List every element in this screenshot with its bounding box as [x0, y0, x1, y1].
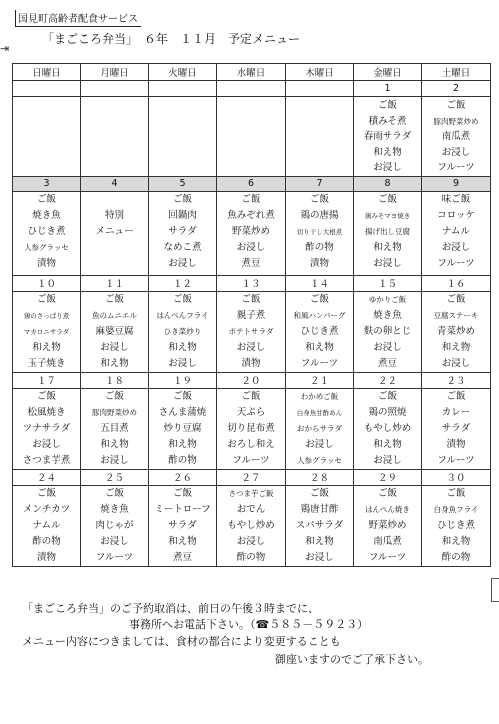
menu-item: 豚肉野菜炒め — [433, 116, 479, 126]
menu-cell — [149, 485, 217, 566]
date-cell: ２３ — [422, 372, 491, 388]
date-cell: １５ — [354, 275, 422, 291]
menu-cell — [354, 291, 422, 372]
menu-item: 和え物 — [168, 535, 197, 547]
menu-item: ご飯 — [104, 487, 124, 499]
date-cell: ２８ — [286, 469, 354, 485]
weekday-header: 水曜日 — [217, 64, 286, 81]
menu-item: ゆかりご飯 — [368, 294, 407, 304]
menu-item: ツナサラダ — [22, 422, 71, 434]
menu-item: お浸し — [236, 535, 266, 547]
menu-item: ご飯 — [104, 293, 124, 305]
menu-item: おでん — [236, 503, 266, 515]
menu-cell — [217, 388, 286, 469]
menu-cell — [13, 485, 81, 566]
menu-item: 麻婆豆腐 — [95, 325, 134, 337]
date-cell: １８ — [81, 372, 149, 388]
menu-calendar — [12, 63, 491, 567]
menu-item: 和え物 — [305, 535, 334, 547]
notice-line-3: メニュー内容につきましては、食材の都合により変更することも — [22, 635, 341, 648]
menu-item — [81, 240, 148, 256]
date-cell — [217, 81, 286, 97]
menu-item: もやし炒め — [363, 422, 412, 434]
menu-item: ナムル — [441, 225, 471, 237]
menu-cell — [286, 191, 354, 275]
date-cell: ２１ — [286, 372, 354, 388]
menu-item: 鶏唐甘酢 — [300, 503, 339, 515]
date-cell — [13, 81, 81, 97]
date-cell: １３ — [217, 275, 286, 291]
menu-item: ご飯 — [377, 487, 397, 499]
menu-row — [13, 191, 491, 275]
menu-item: 酢の物 — [305, 241, 334, 253]
menu-item: 松風焼き — [27, 406, 66, 418]
menu-cell — [81, 191, 149, 275]
menu-item: 鶏みそマヨ焼き — [364, 211, 411, 220]
menu-item: 和え物 — [373, 241, 402, 253]
menu-item: ご飯 — [36, 390, 56, 402]
menu-item: ナムル — [32, 519, 61, 531]
menu-item: 煮豆 — [241, 257, 261, 269]
menu-item: 特別 — [104, 209, 124, 221]
menu-item: 和え物 — [100, 357, 129, 369]
menu-row — [13, 388, 491, 469]
menu-row — [13, 485, 491, 566]
menu-item: 白身魚甘酢あん — [296, 408, 343, 417]
menu-item: ご飯 — [446, 487, 466, 499]
date-cell — [286, 81, 354, 97]
menu-item: お浸し — [236, 341, 266, 353]
menu-item: 焼き魚 — [373, 309, 402, 321]
menu-item: おからサラダ — [297, 423, 342, 433]
menu-item — [81, 192, 148, 208]
menu-item: お浸し — [441, 241, 471, 253]
menu-cell — [286, 388, 354, 469]
menu-item: ひじき煮 — [436, 519, 475, 531]
menu-item: 鶏の照焼 — [368, 406, 407, 418]
menu-item: 玉子焼き — [27, 357, 66, 369]
menu-item: 漬物 — [36, 551, 56, 563]
menu-item: ご飯 — [377, 193, 397, 205]
menu-cell — [422, 485, 491, 566]
menu-item: 肉じゃが — [95, 519, 134, 531]
arrow-icon: ⇥ — [0, 42, 10, 55]
menu-item: お浸し — [441, 146, 471, 158]
menu-item: もやし炒め — [227, 519, 275, 531]
menu-cell — [286, 291, 354, 372]
menu-cell — [422, 191, 491, 275]
menu-item: お浸し — [100, 454, 129, 466]
menu-cell — [217, 485, 286, 566]
date-cell: 3 — [13, 176, 81, 191]
date-cell: 4 — [81, 176, 149, 191]
menu-item: 漬物 — [241, 357, 261, 369]
menu-item: 人参グラッセ — [297, 455, 342, 465]
menu-cell — [149, 97, 217, 177]
menu-item: ご飯 — [241, 193, 261, 205]
menu-item: 麩の卵とじ — [363, 325, 412, 337]
menu-item: フルーツ — [437, 257, 475, 269]
menu-item: サラダ — [168, 225, 197, 237]
weekday-header: 土曜日 — [422, 64, 491, 81]
date-cell: １７ — [13, 372, 81, 388]
menu-item: フルーツ — [437, 162, 475, 173]
menu-item: 南瓜煮 — [441, 131, 471, 142]
menu-item: フルーツ — [300, 357, 339, 369]
menu-item: 和え物 — [373, 438, 402, 450]
menu-item: 和え物 — [305, 341, 334, 353]
menu-item: お浸し — [236, 241, 266, 253]
date-cell: １４ — [286, 275, 354, 291]
menu-item: さつま芋ご飯 — [228, 488, 274, 498]
date-cell: １２ — [149, 275, 217, 291]
date-row — [13, 372, 491, 388]
menu-item: ご飯 — [309, 487, 329, 499]
weekday-header: 金曜日 — [354, 64, 422, 81]
menu-cell — [286, 97, 354, 177]
menu-item: 和え物 — [100, 438, 129, 450]
menu-item: サラダ — [441, 422, 471, 434]
menu-item: 漬物 — [446, 438, 466, 450]
menu-item: ご飯 — [172, 390, 192, 402]
date-cell: ２４ — [13, 469, 81, 485]
page-title: 「まごころ弁当」 ６年 １１月 予定メニュー — [42, 32, 301, 46]
menu-item: 豆腐ステーキ — [433, 310, 479, 320]
menu-cell — [217, 291, 286, 372]
date-cell — [149, 81, 217, 97]
menu-item — [81, 256, 148, 272]
menu-item: お浸し — [100, 535, 129, 547]
menu-item: 和風ハンバーグ — [293, 310, 346, 320]
menu-item: 酢の物 — [168, 454, 197, 466]
menu-item: ミートローフ — [154, 503, 211, 515]
menu-item: 青菜炒め — [436, 325, 475, 337]
menu-item: ご飯 — [446, 390, 466, 402]
menu-item: 煮豆 — [377, 357, 397, 369]
menu-item: 親子煮 — [236, 309, 266, 321]
menu-item: ご飯 — [377, 100, 397, 111]
weekday-header: 月曜日 — [81, 64, 149, 81]
menu-item: ご飯 — [241, 293, 261, 305]
date-row — [13, 469, 491, 485]
menu-item: 和え物 — [441, 535, 471, 547]
menu-item: ご飯 — [446, 100, 466, 111]
menu-item: スパサラダ — [295, 519, 344, 531]
menu-item: 酢の物 — [236, 551, 266, 563]
menu-item: 和え物 — [441, 341, 471, 353]
date-cell: ２９ — [354, 469, 422, 485]
menu-cell — [81, 97, 149, 177]
menu-cell — [149, 388, 217, 469]
menu-item: 南瓜煮 — [373, 535, 402, 547]
menu-item: お浸し — [373, 162, 402, 173]
date-cell: 2 — [422, 81, 491, 97]
menu-cell — [81, 388, 149, 469]
menu-item: ひき菜炒り — [163, 326, 202, 336]
menu-item: ご飯 — [309, 293, 329, 305]
menu-item: はんぺんフライ — [156, 310, 209, 320]
menu-cell — [13, 191, 81, 275]
menu-item: 鶏のさっぱり煮 — [23, 311, 70, 320]
menu-item: ひじき煮 — [27, 225, 66, 237]
page-edge-marker — [491, 578, 499, 602]
date-cell: 9 — [422, 176, 491, 191]
date-cell: ２７ — [217, 469, 286, 485]
menu-item: おろし和え — [227, 438, 275, 450]
date-cell: ２２ — [354, 372, 422, 388]
menu-cell — [422, 388, 491, 469]
menu-item: 和え物 — [168, 341, 197, 353]
menu-cell — [354, 97, 422, 177]
menu-row — [13, 291, 491, 372]
menu-cell — [13, 291, 81, 372]
menu-cell — [422, 97, 491, 177]
date-cell: ２５ — [81, 469, 149, 485]
menu-item: ご飯 — [446, 293, 466, 305]
menu-item: 人参グラッセ — [24, 242, 69, 252]
weekday-header: 木曜日 — [286, 64, 354, 81]
date-cell: ３０ — [422, 469, 491, 485]
date-row — [13, 81, 491, 97]
menu-item: 和え物 — [168, 438, 197, 450]
menu-item: はんぺん焼き — [365, 504, 410, 514]
menu-item: ご飯 — [36, 293, 56, 305]
menu-cell — [354, 191, 422, 275]
menu-item: 揚げ出し豆腐 — [365, 226, 410, 236]
menu-item: 切り昆布煮 — [227, 422, 275, 434]
menu-item: ご飯 — [36, 193, 56, 205]
weekday-header: 日曜日 — [13, 64, 81, 81]
menu-cell — [217, 97, 286, 177]
menu-item: お浸し — [305, 551, 334, 563]
menu-item: お浸し — [100, 341, 129, 353]
weekday-header: 火曜日 — [149, 64, 217, 81]
menu-item: 回鍋肉 — [168, 209, 197, 221]
date-cell: １６ — [422, 275, 491, 291]
date-cell: 7 — [286, 176, 354, 191]
menu-item: 魚のムニエル — [92, 310, 137, 320]
date-row — [13, 275, 491, 291]
menu-item: フルーツ — [368, 551, 407, 563]
date-row — [13, 176, 491, 191]
date-cell: 8 — [354, 176, 422, 191]
menu-item: お浸し — [373, 257, 402, 269]
menu-cell — [149, 191, 217, 275]
menu-item: お浸し — [373, 341, 402, 353]
menu-cell — [81, 291, 149, 372]
menu-cell — [13, 388, 81, 469]
menu-cell — [286, 485, 354, 566]
menu-item: 天ぷら — [236, 406, 266, 418]
date-cell: 5 — [149, 176, 217, 191]
menu-item: 煮豆 — [172, 551, 192, 563]
date-cell: 1 — [354, 81, 422, 97]
menu-cell — [149, 291, 217, 372]
menu-item: 鶏の唐揚 — [300, 209, 339, 221]
menu-item: 白身魚フライ — [433, 504, 479, 514]
menu-item: お浸し — [32, 438, 61, 450]
menu-item: 漬物 — [36, 257, 56, 269]
menu-item: 切り干し大根煮 — [296, 227, 343, 236]
menu-item: 焼き魚 — [32, 209, 61, 221]
date-cell: ２６ — [149, 469, 217, 485]
menu-item: ご飯 — [172, 293, 192, 305]
menu-item: 炒り豆腐 — [163, 422, 202, 434]
menu-item: 野菜炒め — [368, 519, 407, 531]
menu-item: ひじき煮 — [300, 325, 339, 337]
menu-item: フルーツ — [95, 551, 134, 563]
menu-item: マカロニサラダ — [23, 327, 70, 336]
menu-item: ご飯 — [241, 390, 261, 402]
menu-item: カレー — [441, 406, 471, 418]
org-name: 国見町高齢者配食サービス — [15, 10, 141, 27]
menu-item: ご飯 — [172, 487, 192, 499]
menu-cell — [422, 291, 491, 372]
menu-item: さんま蒲焼 — [158, 406, 207, 418]
menu-item: 和え物 — [32, 341, 61, 353]
menu-item: ポテトサラダ — [228, 326, 274, 336]
menu-cell — [354, 485, 422, 566]
menu-cell — [217, 191, 286, 275]
menu-item: 積みそ煮 — [368, 115, 407, 127]
menu-item: ご飯 — [377, 390, 397, 402]
menu-item: 和え物 — [373, 146, 402, 158]
menu-row — [13, 97, 491, 177]
menu-item: なめこ煮 — [163, 241, 202, 253]
date-cell: ２０ — [217, 372, 286, 388]
menu-item: ご飯 — [309, 193, 329, 205]
menu-item: お浸し — [168, 357, 197, 369]
weekday-header-row — [13, 64, 491, 81]
notice-line-2: 事務所へお電話下さい。（☎５８５－５９２３） — [129, 618, 369, 631]
notice-line-1: 「まごころ弁当」のご予約取消は、前日の午後３時までに、 — [22, 602, 319, 615]
menu-item: わかめご飯 — [300, 391, 339, 401]
menu-cell — [13, 97, 81, 177]
menu-item: お浸し — [168, 257, 197, 269]
date-cell: １９ — [149, 372, 217, 388]
menu-item: ご飯 — [36, 487, 56, 499]
date-cell: １０ — [13, 275, 81, 291]
menu-item: お浸し — [441, 357, 471, 369]
menu-item: 春雨サラダ — [363, 131, 412, 142]
menu-item: 焼き魚 — [100, 503, 129, 515]
date-cell — [81, 81, 149, 97]
menu-item: 五目煮 — [100, 422, 129, 434]
menu-item: フルーツ — [437, 454, 475, 466]
menu-item: 野菜炒め — [231, 225, 270, 237]
menu-item: ご飯 — [172, 193, 192, 205]
notice-line-4: 御座いますのでご了承下さい。 — [275, 653, 429, 666]
menu-item: ご飯 — [104, 390, 124, 402]
menu-cell — [81, 485, 149, 566]
menu-cell — [354, 388, 422, 469]
menu-item: 酢の物 — [441, 551, 471, 563]
menu-item: メンチカツ — [22, 503, 71, 515]
menu-item: メニュー — [95, 225, 134, 237]
menu-item: お浸し — [373, 454, 402, 466]
date-cell: １１ — [81, 275, 149, 291]
menu-item: フルーツ — [232, 454, 270, 466]
menu-item: サラダ — [168, 519, 197, 531]
menu-item: 豚肉野菜炒め — [92, 407, 137, 417]
menu-item: コロッケ — [437, 209, 475, 221]
menu-item: お浸し — [305, 438, 334, 450]
menu-item: 酢の物 — [32, 535, 61, 547]
menu-item: さつま芋煮 — [22, 454, 71, 466]
date-cell: 6 — [217, 176, 286, 191]
menu-item: 漬物 — [309, 257, 329, 269]
menu-item: 魚みぞれ煮 — [227, 209, 275, 221]
menu-item: 味ご飯 — [441, 193, 471, 205]
